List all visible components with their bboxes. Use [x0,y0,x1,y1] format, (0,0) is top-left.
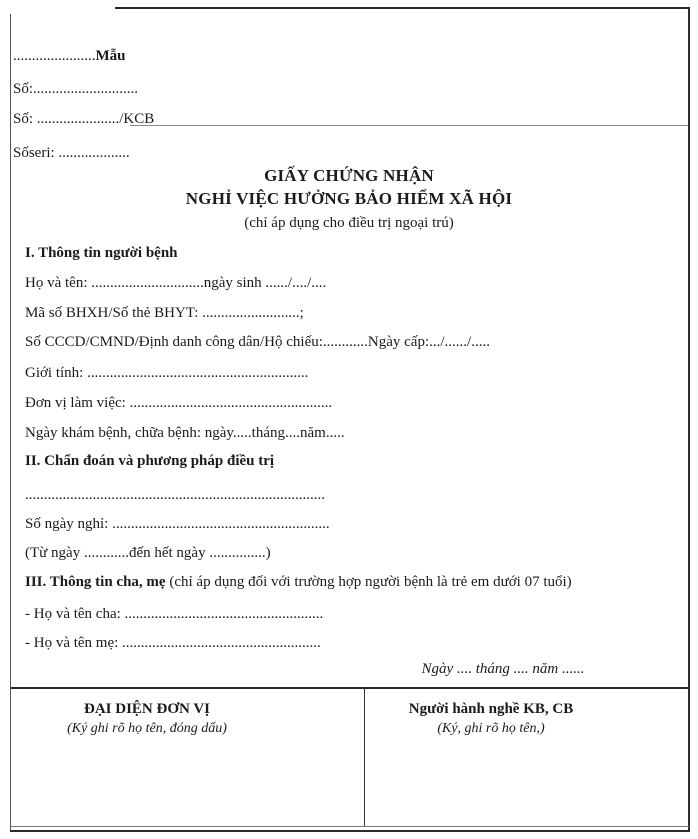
kcb-number-line: Số: ....................../KCB [13,111,155,127]
signature-practitioner-note: (Ký, ghi rõ họ tên,) [437,721,545,736]
signature-cell-practitioner [365,689,689,826]
rest-days-line: Số ngày nghỉ: .......................................................... [25,516,330,532]
signature-employer-note: (Ký ghi rõ họ tên, đóng dấu) [67,721,227,736]
signature-employer-title: ĐẠI DIỆN ĐƠN VỊ [84,701,210,717]
signature-cell-employer [11,689,365,826]
document-subtitle: (chỉ áp dụng cho điều trị ngoại trú) [244,215,454,231]
section-3-heading [25,572,572,592]
page-border-bottom [10,830,690,832]
patient-name-dob-line: Họ và tên: ..............................ngày sinh ....../..../.... [25,275,327,291]
patient-bhxh-line: Mã số BHXH/Số thẻ BHYT: ..........................; [25,305,304,321]
patient-exam-date-line: Ngày khám bệnh, chữa bệnh: ngày.....tháng....năm..... [25,425,345,441]
section-1-heading: I. Thông tin người bệnh [25,245,178,261]
signing-date-line: Ngày .... tháng .... năm ...... [421,661,585,677]
signature-practitioner-title: Người hành nghề KB, CB [408,701,574,717]
patient-id-line: Số CCCD/CMND/Định danh công dân/Hộ chiếu:............Ngày cấp:.../....../..... [25,334,490,350]
form-template-line [13,46,126,66]
document-title-line-2: NGHỈ VIỆC HƯỞNG BẢO HIỂM XÃ HỘI [185,189,513,208]
signature-employer-block [11,699,283,738]
form-template-dots: ...................... [13,48,96,64]
form-number-line: Số:............................ [13,81,139,97]
patient-workplace-line: Đơn vị làm việc: ...................................................... [25,395,333,411]
document-title-line-1: GIẤY CHỨNG NHẬN [264,166,434,185]
father-name-line: - Họ và tên cha: ..................................................... [25,606,324,622]
serial-number-line: Sốseri: ................... [13,145,130,161]
signature-practitioner-block [365,699,617,738]
header-divider-rule [130,125,688,126]
section-3-heading-title: III. Thông tin cha, mẹ [25,574,166,590]
form-template-label: Mẫu [95,48,126,64]
diagnosis-dots-line: ................................................................................ [25,487,325,503]
signature-table [11,687,689,827]
patient-gender-line: Giới tính: ........................................................... [25,365,309,381]
page-border-top [115,7,689,9]
rest-date-range-line: (Từ ngày ............đến hết ngày ...............) [25,545,271,561]
mother-name-line: - Họ và tên mẹ: ..................................................... [25,635,321,651]
section-2-heading: II. Chẩn đoán và phương pháp điều trị [25,453,275,469]
section-3-heading-note: (chỉ áp dụng đối với trường hợp người bệnh là trẻ em dưới 07 tuổi) [165,574,572,590]
